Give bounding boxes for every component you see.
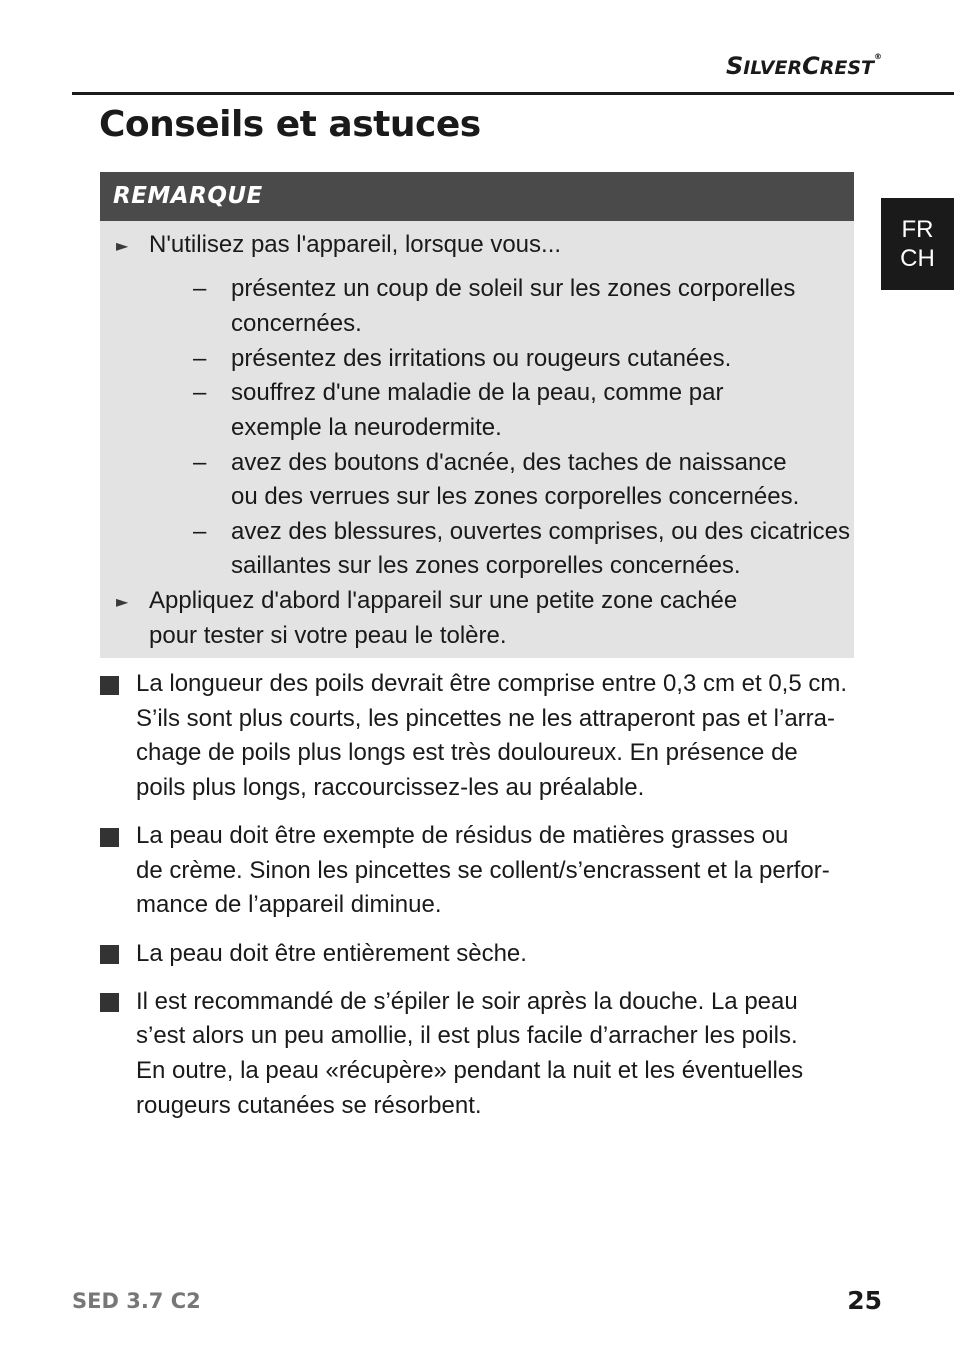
bullet-text-line: de crème. Sinon les pincettes se collent/s’encrassent et la perfor-: [136, 857, 830, 884]
note-heading: REMARQUE: [100, 172, 854, 221]
note-item-text: N'utilisez pas l'appareil, lorsque vous...: [149, 231, 562, 258]
bullet-text-line: mance de l’appareil diminue.: [136, 891, 442, 918]
page-number: 25: [847, 1286, 882, 1315]
dash-bullet: –: [193, 379, 207, 406]
square-bullet-icon: [100, 828, 119, 847]
note-subitem-line: avez des boutons d'acnée, des taches de naissance: [231, 449, 787, 476]
note-subitem-line: présentez des irritations ou rougeurs cutanées.: [231, 345, 732, 372]
language-tab-line-1: FR: [901, 216, 934, 243]
arrow-bullet-icon: ►: [116, 592, 129, 611]
note-subitem-line: saillantes sur les zones corporelles concernées.: [231, 552, 741, 579]
bullet-text-line: rougeurs cutanées se résorbent.: [136, 1092, 482, 1119]
dash-bullet: –: [193, 518, 207, 545]
bullet-text-line: La peau doit être exempte de résidus de matières grasses ou: [136, 822, 789, 849]
note-subitem-line: avez des blessures, ouvertes comprises, ou des cicatrices: [231, 518, 850, 545]
bullet-text-line: S’ils sont plus courts, les pincettes ne les attraperont pas et l’arra-: [136, 705, 835, 732]
note-item-text: pour tester si votre peau le tolère.: [149, 622, 507, 649]
square-bullet-icon: [100, 676, 119, 695]
square-bullet-icon: [100, 945, 119, 964]
header-divider: [72, 92, 954, 95]
bullet-text-line: La longueur des poils devrait être comprise entre 0,3 cm et 0,5 cm.: [136, 670, 848, 697]
square-bullet-icon: [100, 993, 119, 1012]
language-tab: [881, 198, 954, 290]
dash-bullet: –: [193, 345, 207, 372]
footer-model-number: SED 3.7 C2: [72, 1289, 201, 1313]
dash-bullet: –: [193, 275, 207, 302]
page-title: Conseils et astuces: [99, 104, 481, 145]
note-subitem-line: concernées.: [231, 310, 362, 337]
note-item-text: Appliquez d'abord l'appareil sur une petite zone cachée: [149, 587, 738, 614]
bullet-text-line: chage de poils plus longs est très douloureux. En présence de: [136, 739, 798, 766]
note-subitem-line: ou des verrues sur les zones corporelles concernées.: [231, 483, 800, 510]
note-subitem-line: présentez un coup de soleil sur les zones corporelles: [231, 275, 796, 302]
dash-bullet: –: [193, 449, 207, 476]
bullet-text-line: En outre, la peau «récupère» pendant la nuit et les éventuelles: [136, 1057, 804, 1084]
bullet-text-line: s’est alors un peu amollie, il est plus facile d’arracher les poils.: [136, 1022, 798, 1049]
bullet-text-line: poils plus longs, raccourcissez-les au préalable.: [136, 774, 645, 801]
bullet-text-line: La peau doit être entièrement sèche.: [136, 940, 527, 967]
bullet-text-line: Il est recommandé de s’épiler le soir après la douche. La peau: [136, 988, 798, 1015]
arrow-bullet-icon: ►: [116, 236, 129, 255]
note-subitem-line: souffrez d'une maladie de la peau, comme par: [231, 379, 724, 406]
language-tab-line-2: CH: [900, 245, 935, 272]
brand-logo: SILVERCREST®: [725, 52, 882, 80]
note-subitem-line: exemple la neurodermite.: [231, 414, 502, 441]
